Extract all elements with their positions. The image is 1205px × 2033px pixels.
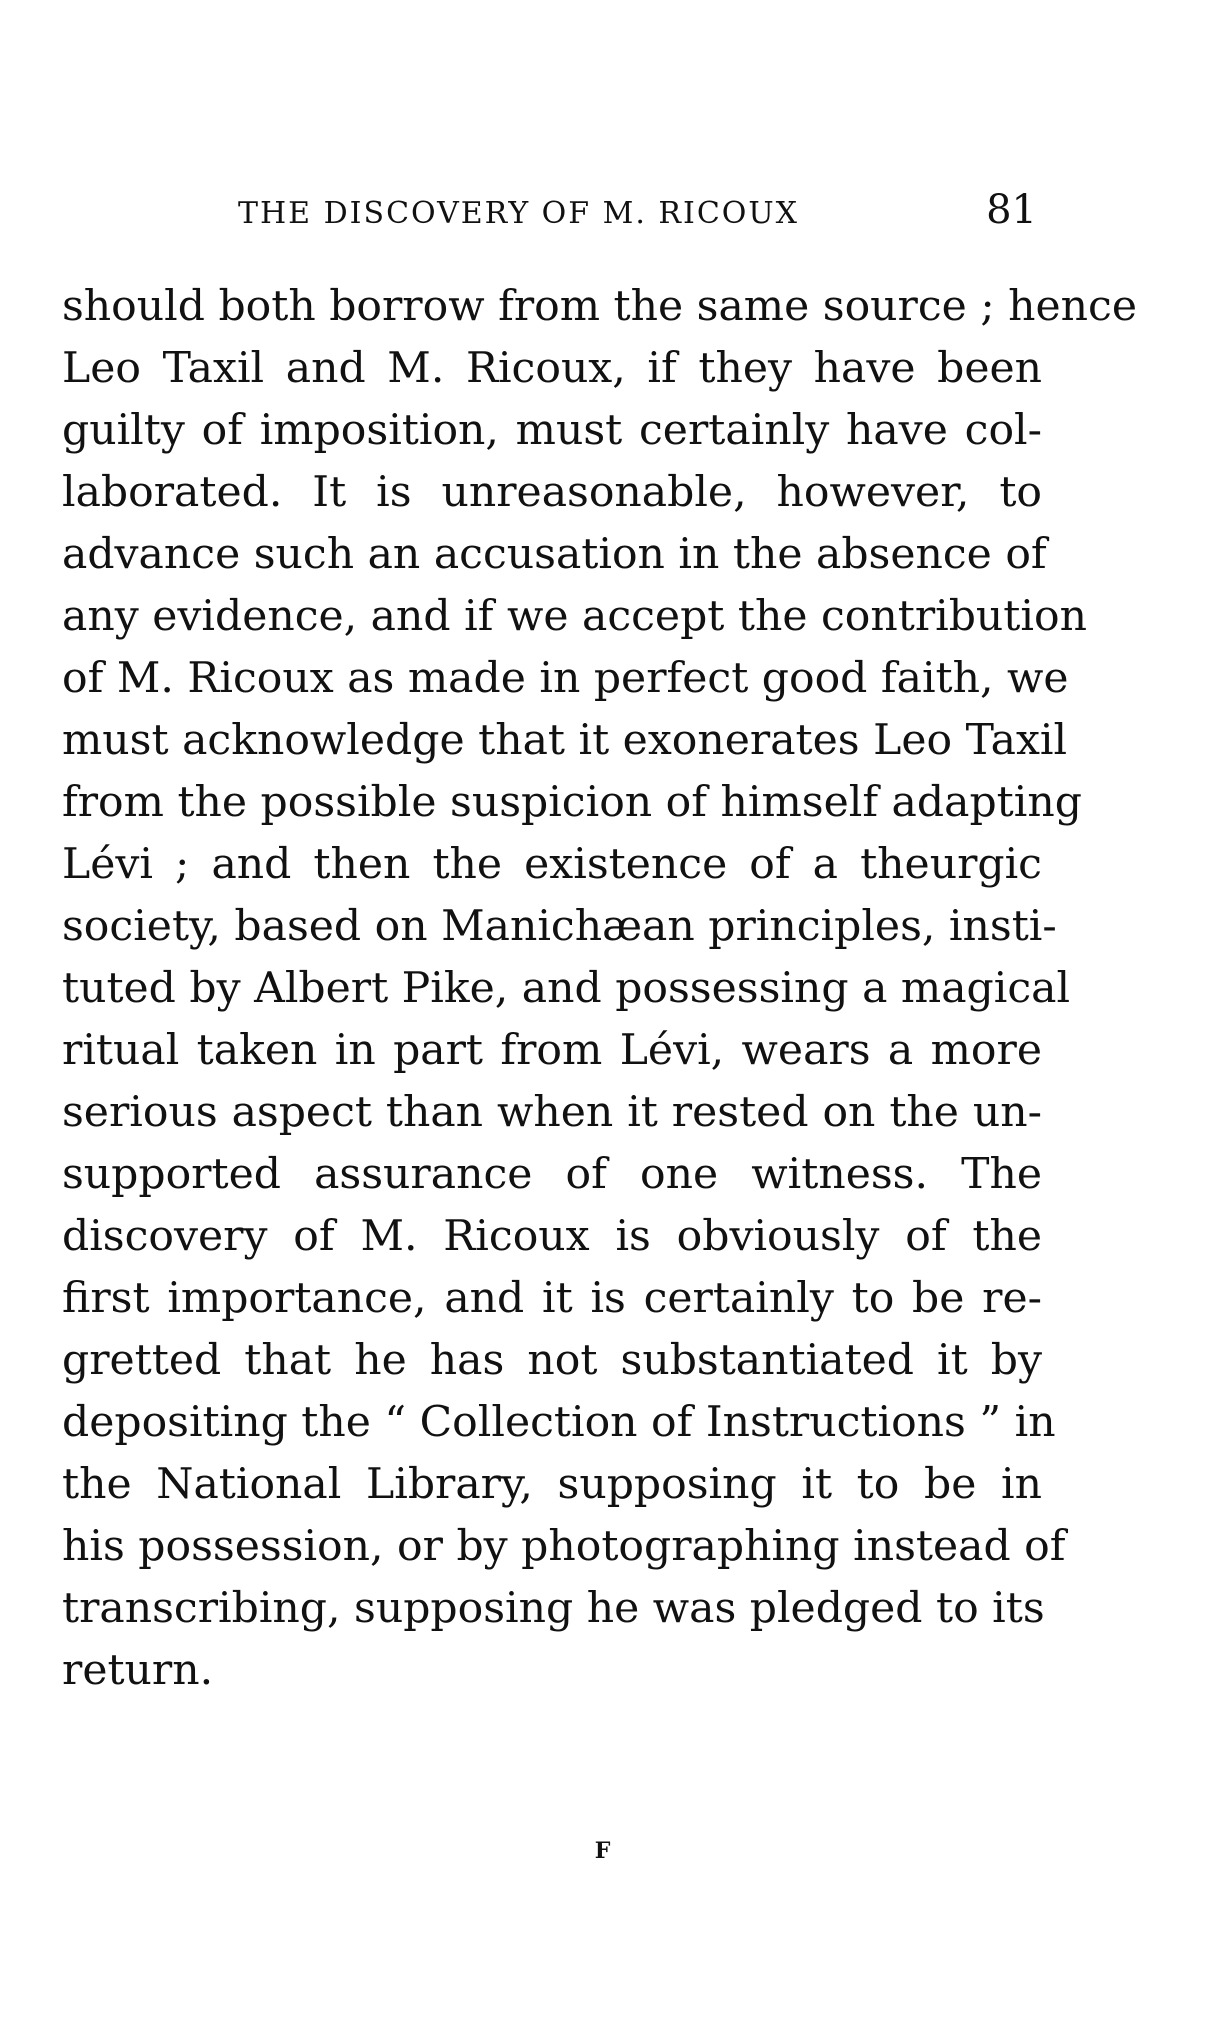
text-line: Leo Taxil and M. Ricoux, if they have been bbox=[62, 344, 1042, 393]
running-head bbox=[0, 187, 1205, 238]
text-line: of M. Ricoux as made in perfect good faith, we bbox=[62, 654, 1069, 703]
text-line: laborated. It is unreasonable, however, to bbox=[62, 468, 1042, 517]
text-line: society, based on Manichæan principles, insti- bbox=[62, 902, 1057, 951]
text-line: transcribing, supposing he was pledged to its bbox=[62, 1584, 1045, 1633]
signature-mark: F bbox=[594, 1838, 611, 1864]
text-line: depositing the “ Collection of Instructions ” in bbox=[62, 1398, 1056, 1447]
text-line: ritual taken in part from Lévi, wears a more bbox=[62, 1026, 1042, 1075]
text-line: guilty of imposition, must certainly have col- bbox=[62, 406, 1042, 455]
text-line-last: return. bbox=[62, 1646, 214, 1695]
text-line: first importance, and it is certainly to be re- bbox=[62, 1274, 1042, 1323]
page-number: 81 bbox=[986, 187, 1037, 233]
text-line: supported assurance of one witness. The bbox=[62, 1150, 1042, 1199]
text-line: discovery of M. Ricoux is obviously of the bbox=[62, 1212, 1042, 1261]
text-line: tuted by Albert Pike, and possessing a magical bbox=[62, 964, 1071, 1013]
text-line: his possession, or by photographing instead of bbox=[62, 1522, 1066, 1571]
text-line: Lévi ; and then the existence of a theurgic bbox=[62, 840, 1042, 889]
text-line: gretted that he has not substantiated it by bbox=[62, 1336, 1042, 1385]
body-text bbox=[62, 276, 1137, 1702]
text-line: serious aspect than when it rested on the un- bbox=[62, 1088, 1042, 1137]
text-line: from the possible suspicion of himself adapting bbox=[62, 778, 1082, 827]
running-title: THE DISCOVERY OF M. RICOUX bbox=[238, 196, 800, 231]
text-line: advance such an accusation in the absence of bbox=[62, 530, 1047, 579]
text-line: must acknowledge that it exonerates Leo Taxil bbox=[62, 716, 1068, 765]
text-line: the National Library, supposing it to be in bbox=[62, 1460, 1042, 1509]
text-line: any evidence, and if we accept the contribution bbox=[62, 592, 1087, 641]
text-line: should both borrow from the same source ; hence bbox=[62, 282, 1137, 331]
